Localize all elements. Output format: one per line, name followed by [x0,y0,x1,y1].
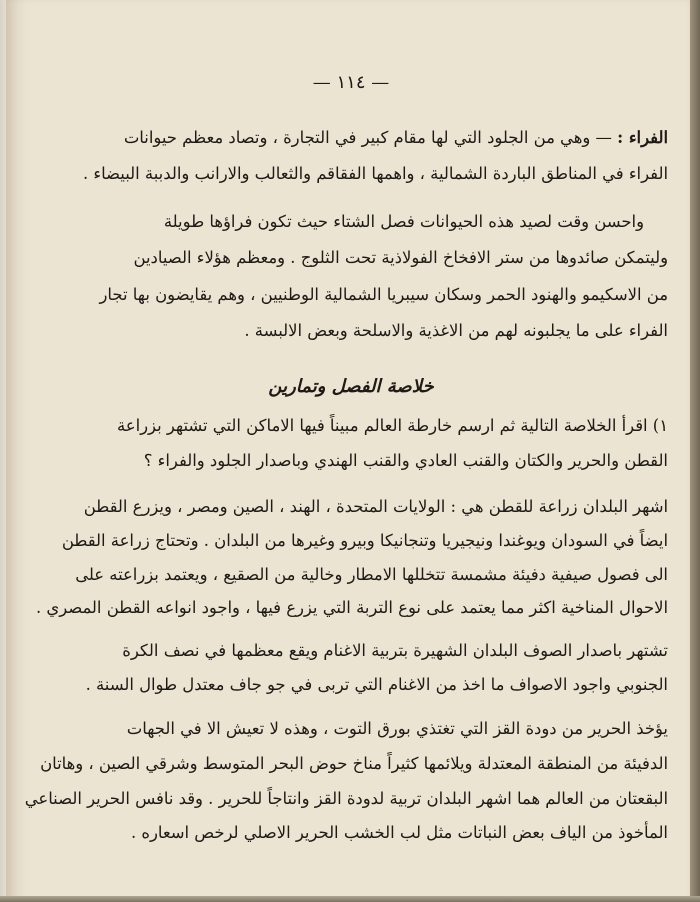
text-line-12: الاحوال المناخية اكثر مما يعتمد على نوع التربة التي يزرع فيها ، واجود انواعه القطن المصري . [35,598,668,617]
text-line-15: يؤخذ الحرير من دودة القز التي تغتذي بورق التوت ، وهذه لا تعيش الا في الجهات [126,719,668,738]
text-line-5: من الاسكيمو والهنود الحمر وسكان سيبريا الشمالية الوطنيين ، وهم يقايضون بها تجار [99,285,668,304]
text-line-13: تشتهر باصدار الصوف البلدان الشهيرة بتربية الاغنام ويقع معظمها في نصف الكرة [122,641,668,660]
text-line-6: الفراء على ما يجلبونه لهم من الاغذية والاسلحة وبعض الالبسة . [244,321,668,340]
text-line-11: الى فصول صيفية دفيئة مشمسة تتخللها الامطار وخالية من الصقيع ، ويعتمد بزراعته على [75,565,668,584]
text-line-3: واحسن وقت لصيد هذه الحيوانات فصل الشتاء حيث تكون فراؤها طويلة [163,212,644,231]
page-number: — ١١٤ — [312,72,390,93]
text-line-7: ١) اقرأ الخلاصة التالية ثم ارسم خارطة العالم مبيناً فيها الاماكن التي تشتهر بزراعة [117,416,668,435]
text-line-17: البقعتان من العالم هما اشهر البلدان تربية لدودة القز وانتاجاً للحرير . وقد نافس الحرير الصناعي [24,789,668,808]
book-page [6,0,696,902]
text-line-1: الفراء : — وهي من الجلود التي لها مقام كبير في التجارة ، وتصاد معظم حيوانات [123,128,668,147]
text-line-2: الفراء في المناطق الباردة الشمالية ، واهمها الفقاقم والثعالب والارانب والدببة البيضاء . [82,164,668,183]
book-right-edge [690,0,700,902]
text-line-9: اشهر البلدان زراعة للقطن هي : الولايات المتحدة ، الهند ، الصين ومصر ، ويزرع القطن [83,497,668,516]
text-line-4: وليتمكن صائدوها من ستر الافخاخ الفولاذية تحت الثلوج . ومعظم هؤلاء الصيادين [133,248,668,267]
book-bottom-edge [0,896,700,902]
text-line-14: الجنوبي واجود الاصواف ما اخذ من الاغنام التي تربى في جو جاف معتدل طوال السنة . [85,675,668,694]
section-label-furs: الفراء : [617,128,668,147]
text-line-8: القطن والحرير والكتان والقنب العادي والقنب الهندي وباصدار الجلود والفراء ؟ [143,451,668,470]
text-line-16: الدفيئة من المنطقة المعتدلة ويلائمها كثيراً مناخ حوض البحر المتوسط وشرقي الصين ، وهاتان [40,754,668,773]
text-line-10: ايضاً في السودان ويوغندا ونيجيريا وتنجانيكا وبيرو وغيرها من البلدان . وتحتاج زراعة القطن [61,531,668,550]
text-line-18: المأخوذ من الياف بعض النباتات مثل لب الخشب الحرير الاصلي لرخص اسعاره . [130,823,668,842]
section-heading: خلاصة الفصل وتمارين [268,376,434,397]
